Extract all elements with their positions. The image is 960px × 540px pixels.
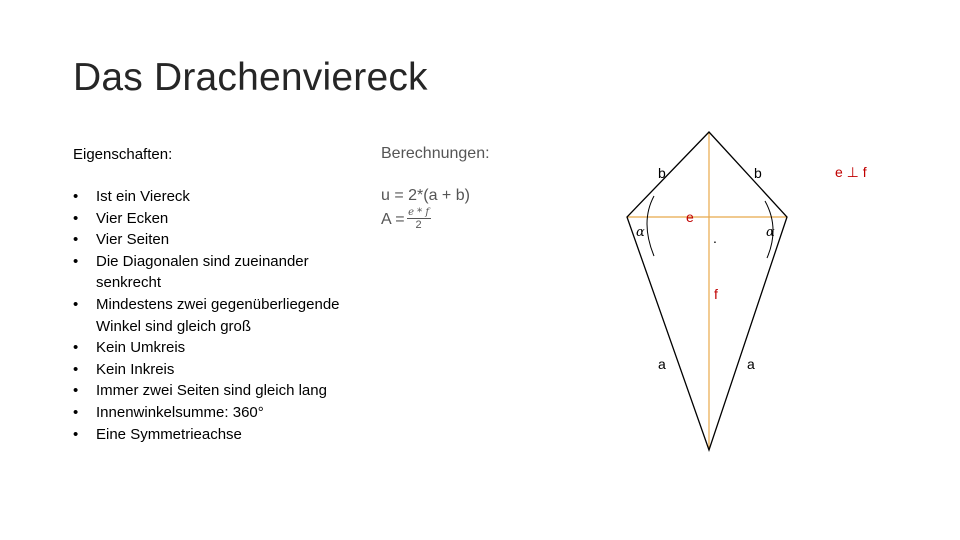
diagonal-f-label: f	[714, 286, 718, 302]
area-numerator: e * f	[408, 207, 430, 218]
angle-arc-left	[647, 196, 654, 256]
list-item: • Ist ein Viereck	[73, 186, 363, 208]
angle-alpha-right-label: α	[766, 225, 775, 240]
list-item: • Vier Ecken	[73, 208, 363, 230]
kite-outline	[627, 132, 787, 450]
perimeter-formula: u = 2*(a + b)	[381, 187, 470, 204]
side-a-right-label: a	[747, 356, 755, 372]
list-item: • Kein Inkreis	[73, 359, 363, 381]
diagonal-e-label: e	[686, 209, 694, 225]
list-item: • Die Diagonalen sind zueinander senkrecht	[73, 251, 363, 294]
list-item: • Eine Symmetrieachse	[73, 424, 363, 446]
calculations-heading: Berechnungen:	[381, 145, 490, 162]
list-item: • Mindestens zwei gegenüberliegende Winkel sind gleich groß	[73, 294, 363, 337]
list-item: • Innenwinkelsumme: 360°	[73, 402, 363, 424]
angle-alpha-left-label: α	[636, 225, 645, 240]
area-denominator: 2	[415, 219, 422, 231]
side-a-left-label: a	[658, 356, 666, 372]
area-formula-prefix: A =	[381, 210, 405, 228]
side-b-right-label: b	[754, 165, 762, 181]
properties-heading: Eigenschaften:	[73, 146, 173, 163]
list-item: • Vier Seiten	[73, 229, 363, 251]
perpendicular-note: e ⊥ f	[835, 164, 867, 180]
list-item: • Kein Umkreis	[73, 337, 363, 359]
list-item: • Immer zwei Seiten sind gleich lang	[73, 380, 363, 402]
slide-title: Das Drachenviereck	[73, 56, 428, 99]
right-angle-marker: .	[713, 230, 717, 246]
side-b-left-label: b	[658, 165, 666, 181]
